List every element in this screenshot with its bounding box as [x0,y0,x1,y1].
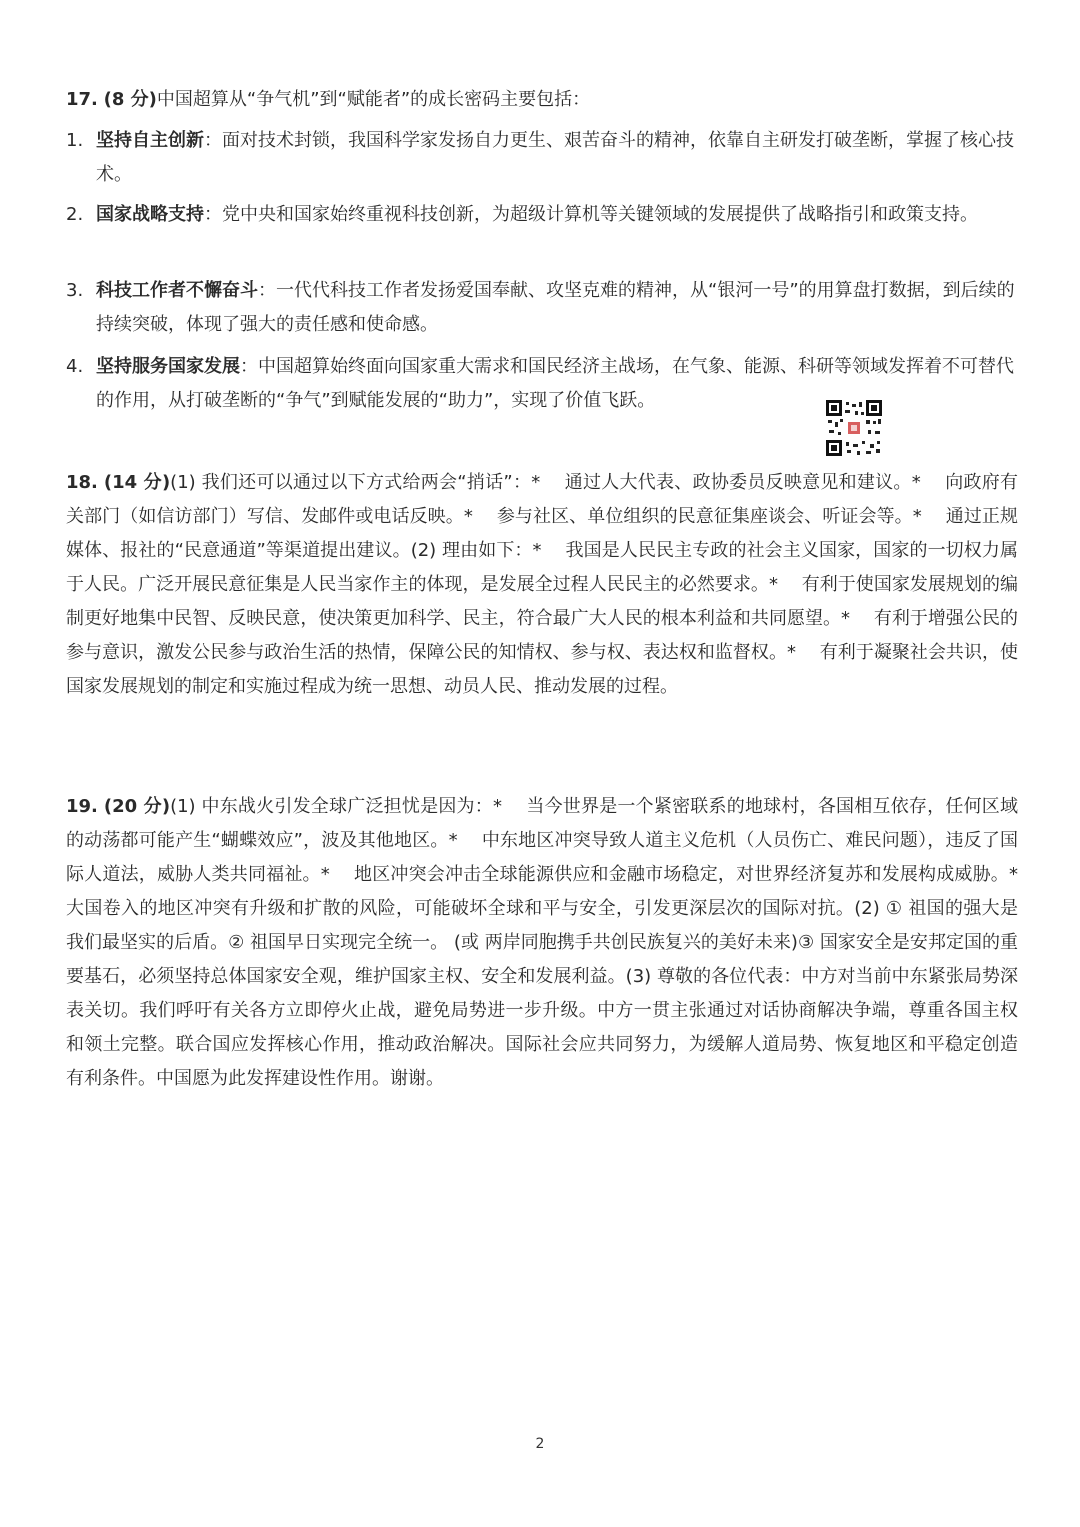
q17-item-number: 2. [66,204,84,225]
q17-heading [66,88,1026,112]
q17-item-number: 4. [66,356,84,377]
q17-item-2 [66,198,1026,232]
q19-number: 19. [66,796,98,817]
q17-item-title: 坚持自主创新 [96,130,204,151]
q18-text: (1) 我们还可以通过以下方式给两会“捎话”：* 通过人大代表、政协委员反映意见和建议。* 向政府有关部门（如信访部门）写信、发邮件或电话反映。* 参与社区、单位组织的民意征集座谈会、听证会等。* 通过正规媒体、报社的“民意通道”等渠道提出建议。(2) 理由如下：* 我国是人民民主专政的社会主义国家，国家的一切权力属于人民。广泛开展民意征集是人民当家作主的体现，是发展全过程人民民主的必然要求。* 有利于使国家发展规划的编制更好地集中民智、反映民意，使决策更加科学、民主，符合最广大人民的根本利益和共同愿望。* 有利于增强公民的参与意识，激发公民参与政治生活的热情，保障公民的知情权、参与权、表达权和监督权。* 有利于凝聚社会共识，使国家发展规划的制定和实施过程成为统一思想、动员人民、推动发展的过程。 [66,472,1018,697]
q17-item-4 [66,350,1026,418]
q17-item-text: ：党中央和国家始终重视科技创新，为超级计算机等关键领域的发展提供了战略指引和政策支持。 [204,204,978,225]
q17-item-3 [66,274,1026,342]
q18-score: (14 分) [103,472,171,493]
q17-number: 17. [66,89,98,110]
q17-item-text: ：面对技术封锁，我国科学家发扬自力更生、艰苦奋斗的精神，依靠自主研发打破垄断，掌握了核心技术。 [96,130,1014,185]
q17-item-number: 3. [66,280,84,301]
page-number: 2 [535,1436,545,1452]
q18-number: 18. [66,472,98,493]
q18-block [66,466,1018,704]
q17-item-number: 1. [66,130,84,151]
q17-item-text: ：中国超算始终面向国家重大需求和国民经济主战场，在气象、能源、科研等领域发挥着不可替代的作用，从打破垄断的“争气”到赋能发展的“助力”，实现了价值飞跃。 [96,356,1014,411]
qr-code-icon [826,400,882,456]
q19-score: (20 分) [103,796,171,817]
q17-item-text: ：一代代科技工作者发扬爱国奉献、攻坚克难的精神，从“银河一号”的用算盘打数据，到后续的持续突破，体现了强大的责任感和使命感。 [96,280,1015,335]
q17-intro: 中国超算从“争气机”到“赋能者”的成长密码主要包括： [156,89,591,110]
q17-item-1 [66,124,1026,192]
q17-item-title: 科技工作者不懈奋斗 [96,280,258,301]
q17-item-title: 坚持服务国家发展 [96,356,240,377]
q17-item-title: 国家战略支持 [96,204,204,225]
q17-score: (8 分) [103,89,157,110]
q19-text: (1) 中东战火引发全球广泛担忧是因为：* 当今世界是一个紧密联系的地球村，各国相互依存，任何区域的动荡都可能产生“蝴蝶效应”，波及其他地区。* 中东地区冲突导致人道主义危机（人员伤亡、难民问题），违反了国际人道法，威胁人类共同福祉。* 地区冲突会冲击全球能源供应和金融市场稳定，对世界经济复苏和发展构成威胁。* 大国卷入的地区冲突有升级和扩散的风险，可能破坏全球和平与安全，引发更深层次的国际对抗。(2) ① 祖国的强大是我们最坚实的后盾。② 祖国早日实现完全统一。 (或 两岸同胞携手共创民族复兴的美好未来)③ 国家安全是安邦定国的重要基石，必须坚持总体国家安全观，维护国家主权、安全和发展利益。(3) 尊敬的各位代表：中方对当前中东紧张局势深表关切。我们呼吁有关各方立即停火止战，避免局势进一步升级。中方一贯主张通过对话协商解决争端，尊重各国主权和领土完整。联合国应发挥核心作用，推动政治解决。国际社会应共同努力，为缓解人道局势、恢复地区和平稳定创造有利条件。中国愿为此发挥建设性作用。谢谢。 [66,796,1042,1089]
q19-block [66,790,1042,1096]
